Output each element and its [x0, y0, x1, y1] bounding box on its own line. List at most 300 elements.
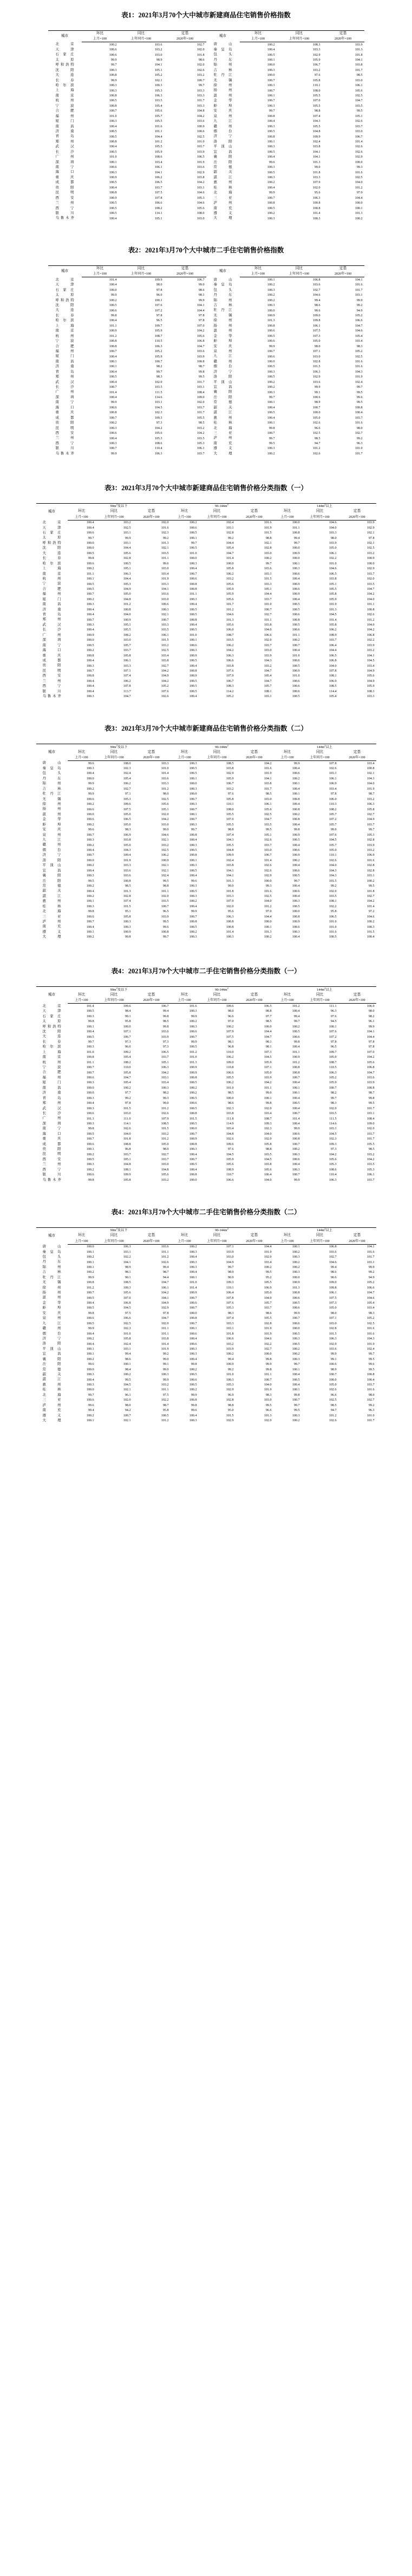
index-value-cell: 105.4: [123, 1056, 131, 1059]
index-value-cell: 103.1: [161, 1076, 169, 1080]
index-value-cell: 101.3: [329, 608, 337, 612]
index-value-cell: 105.0: [329, 1306, 337, 1310]
index-value-cell: 111.5: [329, 1117, 337, 1121]
index-value-cell: 106.3: [226, 915, 234, 919]
index-value-cell: 96.3: [356, 441, 363, 445]
index-value-cell: 103.3: [161, 762, 169, 765]
index-value-cell: 100.4: [267, 155, 275, 159]
index-value-cell: 100.8: [292, 618, 300, 622]
city-label: 西安: [55, 431, 74, 435]
city-label: 北海: [213, 191, 232, 195]
table-row: [36, 694, 376, 699]
index-value-cell: 108.1: [329, 674, 337, 678]
table-block-table1: [0, 0, 412, 221]
table-row: [48, 446, 364, 451]
index-value-cell: 107.6: [161, 689, 169, 693]
city-name-cell: [36, 1035, 68, 1039]
index-value-cell: 98.8: [265, 1148, 272, 1152]
index-value-cell: 103.9: [367, 521, 375, 525]
table-row: [36, 622, 376, 627]
header-col-base: 上年同月=100: [302, 998, 338, 1004]
index-value-cell: 100.7: [86, 1071, 94, 1075]
index-value-cell: 105.7: [154, 114, 162, 118]
index-value-cell: 106.1: [154, 166, 162, 170]
index-value-cell: 99.8: [293, 1393, 300, 1397]
index-value-cell: 107.1: [264, 1066, 272, 1070]
index-value-cell: 102.8: [123, 894, 131, 898]
city-label: 福州: [55, 349, 74, 353]
index-value-cell: 99.5: [125, 1378, 131, 1382]
index-value-cell: 100.9: [109, 196, 117, 200]
table-title: 表1：2021年3月70个大中城市新建商品住宅销售价格指数: [121, 11, 291, 19]
index-value-cell: 97.3: [156, 421, 162, 425]
index-value-cell: 102.6: [355, 145, 363, 149]
table-row: [36, 525, 376, 530]
table-row: [48, 180, 364, 185]
index-value-cell: 105.5: [226, 823, 234, 827]
index-value-cell: 101.4: [226, 557, 234, 561]
index-value-cell: 100.7: [189, 808, 197, 811]
index-value-cell: 108.0: [312, 89, 321, 93]
index-value-cell: 108.7: [154, 334, 162, 338]
header-col-group: 同比: [119, 31, 164, 37]
index-value-cell: 104.0: [329, 864, 337, 868]
index-value-cell: 100.1: [86, 931, 94, 934]
index-value-cell: 99.5: [368, 1102, 375, 1105]
index-value-cell: 103.1: [123, 1250, 131, 1254]
city-name-cell: [36, 883, 68, 888]
index-value-cell: 107.4: [226, 833, 234, 837]
index-value-cell: 100.6: [86, 562, 94, 565]
city-label: 泸州: [42, 920, 61, 924]
city-label: 宁波: [55, 339, 74, 343]
index-value-cell: 100.2: [86, 597, 94, 601]
index-value-cell: 99.4: [227, 1357, 234, 1361]
index-value-cell: 96.6: [314, 426, 321, 430]
index-value-cell: 100.5: [189, 547, 197, 550]
header-city: 城市: [36, 503, 68, 520]
table-row: [36, 838, 376, 843]
index-value-cell: 100.8: [367, 1086, 375, 1090]
index-value-cell: 100.8: [109, 411, 117, 415]
index-value-cell: 102.5: [264, 812, 272, 816]
table-row: [48, 283, 364, 288]
index-value-cell: 100.8: [189, 1317, 197, 1320]
city-name-cell: [36, 1060, 68, 1065]
table-row: [36, 797, 376, 802]
index-value-cell: 96.5: [156, 319, 162, 323]
city-label: 青岛: [55, 134, 74, 139]
city-name-cell: [48, 436, 82, 441]
city-label: 银川: [42, 689, 61, 693]
index-value-cell: 98.0: [330, 536, 337, 540]
city-name-cell: [206, 211, 240, 216]
table-row: [36, 904, 376, 909]
city-label: 韶关: [42, 1372, 61, 1377]
index-value-cell: 102.2: [161, 1398, 169, 1402]
index-value-cell: 100.1: [267, 421, 275, 425]
city-name-cell: [36, 597, 68, 602]
index-value-cell: 101.2: [86, 1286, 94, 1290]
index-value-cell: 104.1: [161, 587, 169, 591]
index-value-cell: 108.2: [123, 1061, 131, 1064]
index-value-cell: 100.4: [86, 685, 94, 688]
index-value-cell: 103.3: [264, 582, 272, 586]
index-value-cell: 96.5: [162, 910, 169, 914]
index-value-cell: 102.2: [329, 557, 337, 561]
city-name-cell: [48, 206, 82, 211]
city-label: 遵义: [42, 1413, 61, 1417]
index-value-cell: 100.3: [189, 894, 197, 898]
index-value-cell: 99.8: [265, 1357, 272, 1361]
city-label: 包头: [213, 53, 232, 57]
index-value-cell: 98.9: [227, 1271, 234, 1274]
table-spacer: [0, 1423, 412, 1437]
city-label: 秦皇岛: [42, 766, 61, 770]
index-value-cell: 103.7: [367, 572, 375, 576]
index-value-cell: 106.5: [154, 181, 162, 185]
index-value-cell: 107.8: [329, 669, 337, 673]
table-row: [36, 1388, 376, 1393]
index-value-cell: 100.2: [267, 212, 275, 216]
index-value-cell: 105.5: [154, 145, 162, 149]
city-label: 惠州: [213, 415, 232, 420]
index-value-cell: 100.2: [86, 823, 94, 827]
index-value-cell: 99.5: [265, 828, 272, 832]
index-value-cell: 105.9: [367, 685, 375, 688]
index-value-cell: 100.4: [86, 679, 94, 683]
city-label: 大理: [213, 216, 232, 220]
index-value-cell: 101.4: [161, 772, 169, 776]
index-value-cell: 103.0: [264, 551, 272, 555]
index-value-cell: 100.2: [109, 298, 117, 302]
index-value-cell: 106.5: [329, 915, 337, 919]
city-name-cell: [206, 405, 240, 410]
index-value-cell: 100.7: [86, 854, 94, 857]
index-value-cell: 114.1: [155, 212, 162, 216]
index-value-cell: 108.5: [161, 1122, 169, 1126]
index-value-cell: 100.2: [292, 858, 300, 862]
index-value-cell: 100.7: [86, 1137, 94, 1141]
index-value-cell: 105.4: [123, 777, 131, 780]
table-row: [48, 421, 364, 426]
index-value-cell: 109.6: [123, 803, 131, 806]
index-value-cell: 100.9: [189, 1071, 197, 1075]
index-value-cell: 99.0: [198, 283, 205, 287]
table-row: [36, 832, 376, 837]
header-col-group: 环比: [77, 509, 86, 513]
index-value-cell: 103.5: [154, 386, 162, 389]
city-label: 广州: [55, 390, 74, 394]
city-name-cell: [36, 874, 68, 879]
index-value-cell: 110.3: [329, 803, 337, 806]
header-col-group: 定基: [250, 509, 258, 513]
index-value-cell: 101.9: [329, 603, 337, 607]
city-name-cell: [36, 1157, 68, 1162]
table-row: [48, 149, 364, 154]
index-value-cell: 105.6: [154, 109, 162, 113]
index-value-cell: 100.5: [189, 659, 197, 663]
city-label: 济宁: [42, 853, 61, 857]
index-value-cell: 100.1: [292, 562, 300, 565]
index-value-cell: 104.5: [367, 659, 375, 663]
index-value-cell: 104.2: [226, 649, 234, 653]
city-name-cell: [48, 293, 82, 298]
index-value-cell: 103.0: [264, 649, 272, 653]
city-label: 乌鲁木齐: [42, 1178, 61, 1182]
index-value-cell: 100.1: [86, 1148, 94, 1152]
city-name-cell: [36, 1311, 68, 1316]
index-value-cell: 99.6: [368, 1363, 375, 1367]
index-value-cell: 99.8: [162, 1014, 169, 1018]
index-value-cell: 100.2: [86, 1337, 94, 1341]
index-value-cell: 99.8: [88, 1127, 94, 1131]
index-value-cell: 99.5: [162, 920, 169, 924]
header-col-base: 上年同月=100: [302, 515, 338, 521]
index-value-cell: 106.5: [161, 1050, 169, 1054]
city-label: 南充: [42, 1408, 61, 1413]
city-label: 大理: [42, 935, 61, 939]
city-label: 济南: [55, 365, 74, 369]
index-value-cell: 104.6: [264, 1337, 272, 1341]
city-name-cell: [36, 1065, 68, 1070]
index-value-cell: 103.3: [226, 894, 234, 898]
table-row: [48, 99, 364, 103]
index-value-cell: 100.0: [86, 858, 94, 862]
index-value-cell: 105.9: [154, 150, 162, 154]
index-value-cell: 100.7: [161, 905, 169, 908]
index-value-cell: 103.4: [355, 340, 363, 343]
city-label: 成都: [42, 658, 61, 662]
index-value-cell: 100.6: [292, 1296, 300, 1300]
index-value-cell: 100.8: [267, 135, 275, 139]
index-value-cell: 99.9: [269, 191, 275, 195]
city-name-cell: [36, 607, 68, 612]
index-value-cell: 104.5: [123, 1306, 131, 1310]
index-value-cell: 98.9: [330, 1368, 337, 1371]
table-row: [36, 1111, 376, 1116]
index-value-cell: 103.2: [161, 643, 169, 647]
index-value-cell: 106.8: [329, 1245, 337, 1249]
index-value-cell: 95.1: [125, 910, 131, 914]
index-value-cell: 106.6: [367, 1286, 375, 1290]
index-value-cell: 100.8: [367, 608, 375, 612]
index-value-cell: 100.4: [86, 521, 94, 525]
city-label: 洛阳: [42, 1342, 61, 1346]
index-value-cell: 100.3: [86, 1096, 94, 1100]
index-value-cell: 100.1: [292, 1388, 300, 1392]
index-value-cell: 105.6: [154, 432, 162, 435]
index-value-cell: 110.5: [155, 340, 162, 343]
index-value-cell: 105.4: [154, 104, 162, 108]
index-value-cell: 107.2: [329, 1035, 337, 1039]
index-value-cell: 105.5: [312, 125, 321, 128]
index-value-cell: 100.3: [189, 823, 197, 827]
index-value-cell: 101.9: [264, 1250, 272, 1254]
index-value-cell: 101.5: [329, 1332, 337, 1336]
table-row: [36, 1291, 376, 1296]
city-name-cell: [36, 1050, 68, 1055]
index-value-cell: 104.7: [264, 679, 272, 683]
index-value-cell: 100.6: [86, 1398, 94, 1402]
city-name-cell: [36, 863, 68, 868]
index-value-cell: 99.3: [265, 884, 272, 888]
index-value-cell: 100.1: [86, 1265, 94, 1269]
table-row: [36, 1127, 376, 1131]
index-value-cell: 100.5: [109, 304, 117, 308]
header-col-base: 2020年=100: [236, 998, 273, 1004]
index-value-cell: 105.0: [329, 1383, 337, 1387]
index-value-cell: 104.7: [226, 551, 234, 555]
city-label: 济宁: [213, 134, 232, 139]
index-value-cell: 105.0: [264, 1291, 272, 1295]
index-value-cell: 106.3: [154, 94, 162, 98]
city-label: 武汉: [42, 1106, 61, 1110]
index-value-cell: 108.6: [154, 155, 162, 159]
index-value-cell: 105.4: [355, 334, 363, 338]
index-value-cell: 100.6: [292, 1306, 300, 1310]
city-name-cell: [48, 114, 82, 119]
index-value-cell: 101.2: [109, 334, 117, 338]
index-value-cell: 99.9: [368, 1025, 375, 1029]
index-value-cell: 98.8: [314, 109, 321, 113]
index-value-cell: 102.6: [312, 452, 321, 456]
index-value-cell: 100.5: [292, 1302, 300, 1305]
index-value-cell: 103.5: [329, 894, 337, 898]
city-name-cell: [206, 63, 240, 68]
index-value-cell: 100.4: [189, 1168, 197, 1172]
table-row: [48, 211, 364, 216]
index-value-cell: 105.9: [329, 1081, 337, 1085]
index-value-cell: 97.8: [368, 1045, 375, 1049]
index-value-cell: 100.2: [86, 1168, 94, 1172]
table-body: [36, 1004, 376, 1183]
index-value-cell: 100.5: [292, 1030, 300, 1034]
index-value-cell: 100.9: [189, 674, 197, 678]
index-value-cell: 100.8: [312, 201, 321, 205]
table-row: [36, 1250, 376, 1254]
index-value-cell: 109.9: [123, 1173, 131, 1177]
city-name-cell: [36, 1081, 68, 1085]
index-value-cell: 100.4: [189, 905, 197, 908]
index-value-cell: 106.2: [154, 176, 162, 180]
index-value-cell: 100.5: [267, 206, 275, 210]
city-label: 无锡: [213, 313, 232, 317]
index-value-cell: 106.1: [355, 84, 363, 88]
table-row: [36, 1403, 376, 1408]
city-label: 包头: [213, 288, 232, 292]
city-label: 贵阳: [42, 1147, 61, 1152]
city-label: 西安: [42, 674, 61, 678]
index-value-cell: 101.8: [226, 889, 234, 893]
index-value-cell: 100.8: [189, 854, 197, 857]
index-value-cell: 101.9: [367, 787, 375, 791]
index-value-cell: 102.0: [161, 1322, 169, 1325]
index-value-cell: 105.0: [123, 843, 131, 847]
index-value-cell: 104.9: [367, 679, 375, 683]
city-name-cell: [48, 73, 82, 78]
city-name-cell: [48, 313, 82, 318]
index-value-cell: 101.0: [86, 1050, 94, 1054]
index-value-cell: 99.3: [356, 166, 363, 170]
city-name-cell: [36, 1127, 68, 1131]
city-name-cell: [48, 298, 82, 303]
index-value-cell: 103.0: [123, 1112, 131, 1116]
city-label: 锦州: [213, 63, 232, 67]
city-name-cell: [206, 149, 240, 154]
index-value-cell: 98.6: [330, 1271, 337, 1274]
city-name-cell: [206, 411, 240, 415]
index-value-cell: 100.7: [329, 1086, 337, 1090]
table-row: [36, 1300, 376, 1305]
index-value-cell: 97.8: [368, 1040, 375, 1044]
index-value-cell: 100.7: [267, 432, 275, 435]
index-value-cell: 103.1: [367, 1260, 375, 1264]
header-city: 城市: [206, 266, 240, 277]
index-value-cell: 100.0: [86, 1091, 94, 1095]
index-value-cell: 100.4: [189, 838, 197, 842]
index-value-cell: 96.3: [330, 1010, 337, 1013]
index-value-cell: 104.5: [154, 406, 162, 409]
city-name-cell: [206, 155, 240, 160]
city-name-cell: [36, 1085, 68, 1090]
index-value-cell: 103.2: [154, 48, 162, 52]
index-value-cell: 103.0: [355, 130, 363, 134]
index-value-cell: 100.8: [123, 879, 131, 883]
city-name-cell: [206, 400, 240, 405]
index-value-cell: 100.5: [109, 135, 117, 139]
table-row: [36, 684, 376, 689]
city-name-cell: [36, 832, 68, 837]
index-value-cell: 110.8: [226, 1066, 234, 1070]
index-value-cell: 100.9: [109, 329, 117, 333]
index-value-cell: 99.2: [162, 1352, 169, 1356]
index-value-cell: 106.1: [329, 551, 337, 555]
index-value-cell: 100.0: [86, 812, 94, 816]
index-value-cell: 100.2: [86, 803, 94, 806]
index-value-cell: 105.8: [329, 593, 337, 596]
index-value-cell: 106.8: [329, 659, 337, 663]
index-value-cell: 100.4: [292, 649, 300, 653]
index-value-cell: 102.5: [355, 355, 363, 359]
index-value-cell: 103.2: [226, 787, 234, 791]
index-value-cell: 100.1: [189, 858, 197, 862]
index-value-cell: 100.5: [292, 1332, 300, 1336]
index-value-cell: 100.6: [109, 309, 117, 313]
table-row: [36, 1081, 376, 1085]
index-value-cell: 103.4: [367, 1306, 375, 1310]
index-value-cell: 99.4: [162, 1010, 169, 1013]
city-label: 乌鲁木齐: [55, 451, 74, 456]
table-row: [48, 365, 364, 369]
table-row: [36, 1096, 376, 1101]
index-value-cell: 99.8: [368, 1096, 375, 1100]
index-value-cell: 100.5: [292, 905, 300, 908]
city-name-cell: [48, 283, 82, 288]
header-col-group: 定基: [353, 992, 361, 997]
index-value-cell: 100.2: [292, 1419, 300, 1423]
index-value-cell: 102.0: [264, 639, 272, 642]
index-value-cell: 100.1: [267, 140, 275, 144]
index-value-cell: 99.0: [162, 1102, 169, 1105]
index-value-cell: 100.8: [109, 140, 117, 144]
index-value-cell: 108.1: [329, 900, 337, 903]
city-name-cell: [36, 1265, 68, 1270]
index-value-cell: 102.6: [123, 1127, 131, 1131]
table-row: [48, 196, 364, 200]
index-value-cell: 99.9: [314, 386, 321, 389]
table-row: [36, 571, 376, 576]
